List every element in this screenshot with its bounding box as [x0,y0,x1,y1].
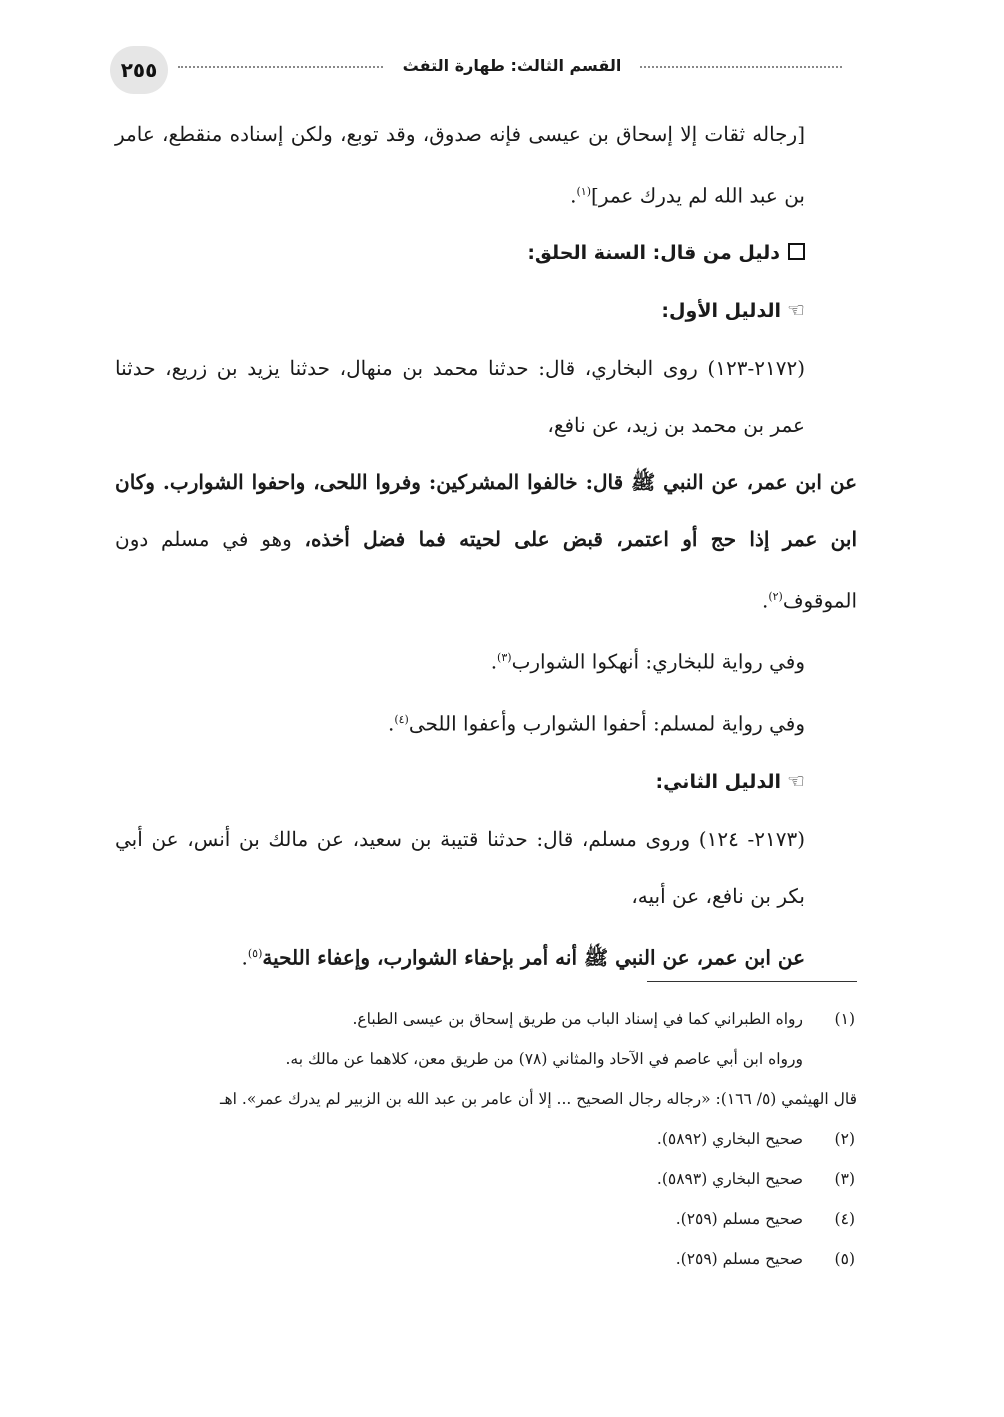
footnote-1-continued: قال الهيثمي (٥/ ١٦٦): «رجاله رجال الصحيح ... إلا أن عامر بن عبد الله بن الزبير لم يدرك عمر». اهـ [219,1090,857,1108]
page-header [106,44,858,100]
paragraph-1: [رجاله ثقات إلا إسحاق بن عيسى فإنه صدوق، وقد توبع، ولكن إسناده منقطع، عامر بن عبد الله لم يدرك عمر]$^{(١)}$. [115,122,805,208]
paragraph-2: (٢١٧٢-١٢٣) روى البخاري، قال: حدثنا محمد بن منهال، حدثنا يزيد بن زريع، حدثنا عمر بن محمد بن زيد، عن نافع، [115,355,805,437]
footnote-ref-4[interactable]: (٤) [394,712,409,726]
footnote-line: صحيح مسلم (٢٥٩). [675,1210,803,1228]
footnote-3 [115,1159,857,1199]
footnote-line: صحيح البخاري (٥٨٩٣). [656,1170,803,1188]
paragraph-7: عن ابن عمر، عن النبي ﷺ أنه أمر بإحفاء الشوارب، وإعفاء اللحية$^{(٥)}$. [241,945,805,970]
footnote-ref-2[interactable]: (٢) [768,589,783,603]
running-header-title: القسم الثالث: طهارة التفث [402,56,622,75]
header-divider-right [640,66,842,68]
page-number: ٢٥٥ [110,46,168,94]
footnote-number: (١) [834,1010,855,1028]
square-bullet-icon [788,243,805,260]
footnote-2 [115,1119,857,1159]
pointing-hand-icon: ☜ [787,297,805,322]
paragraph-4: وفي رواية للبخاري: أنهكوا الشوارب$^{(٣)}$. [490,649,805,674]
paragraph-5: وفي رواية لمسلم: أحفوا الشوارب وأعفوا اللحى$^{(٤)}$. [387,711,805,736]
main-text [115,106,857,986]
evidence-heading-1: ☜الدليل الأول: [661,297,805,322]
footnote-ref-3[interactable]: (٣) [497,651,512,665]
footnote-line: صحيح مسلم (٢٥٩). [675,1250,803,1268]
footnote-1 [115,999,857,1079]
section-heading: دليل من قال: السنة الحلق: [115,225,857,282]
footnote-line: رواه الطبراني كما في إسناد الباب من طريق إسحاق بن عيسى الطباع. [352,1010,803,1028]
footnote-number: (٣) [834,1170,855,1188]
header-divider-left [178,66,383,68]
paragraph-3: عن ابن عمر، عن النبي ﷺ قال: خالفوا المشركين: وفروا اللحى، واحفوا الشوارب. وكان ابن عمر إذا حج أو اعتمر، قبض على لحيته فما فضل أخذه، وهو في مسلم دون الموقوف$^{(٢)}$. [115,469,858,613]
footnote-number: (٤) [834,1210,855,1228]
footnote-ref-5[interactable]: (٥) [247,946,263,960]
footnote-line: ورواه ابن أبي عاصم في الآحاد والمثاني (٧٨) من طريق معن، كلاهما عن مالك به. [285,1050,803,1068]
footnote-4 [115,1199,857,1239]
footnote-list [115,999,857,1279]
footnote-5 [115,1239,857,1279]
pointing-hand-icon: ☜ [787,768,805,793]
paragraph-6: (٢١٧٣- ١٢٤) وروى مسلم، قال: حدثنا قتيبة بن سعيد، عن مالك بن أنس، عن أبي بكر بن نافع، عن أبيه، [115,826,805,908]
footnote-divider [647,981,857,982]
footnote-number: (٥) [834,1250,855,1268]
evidence-heading-2: ☜الدليل الثاني: [655,768,805,793]
footnote-number: (٢) [834,1130,855,1148]
footnote-ref-1[interactable]: (١) [576,185,592,198]
footnote-line: صحيح البخاري (٥٨٩٢). [656,1130,803,1148]
